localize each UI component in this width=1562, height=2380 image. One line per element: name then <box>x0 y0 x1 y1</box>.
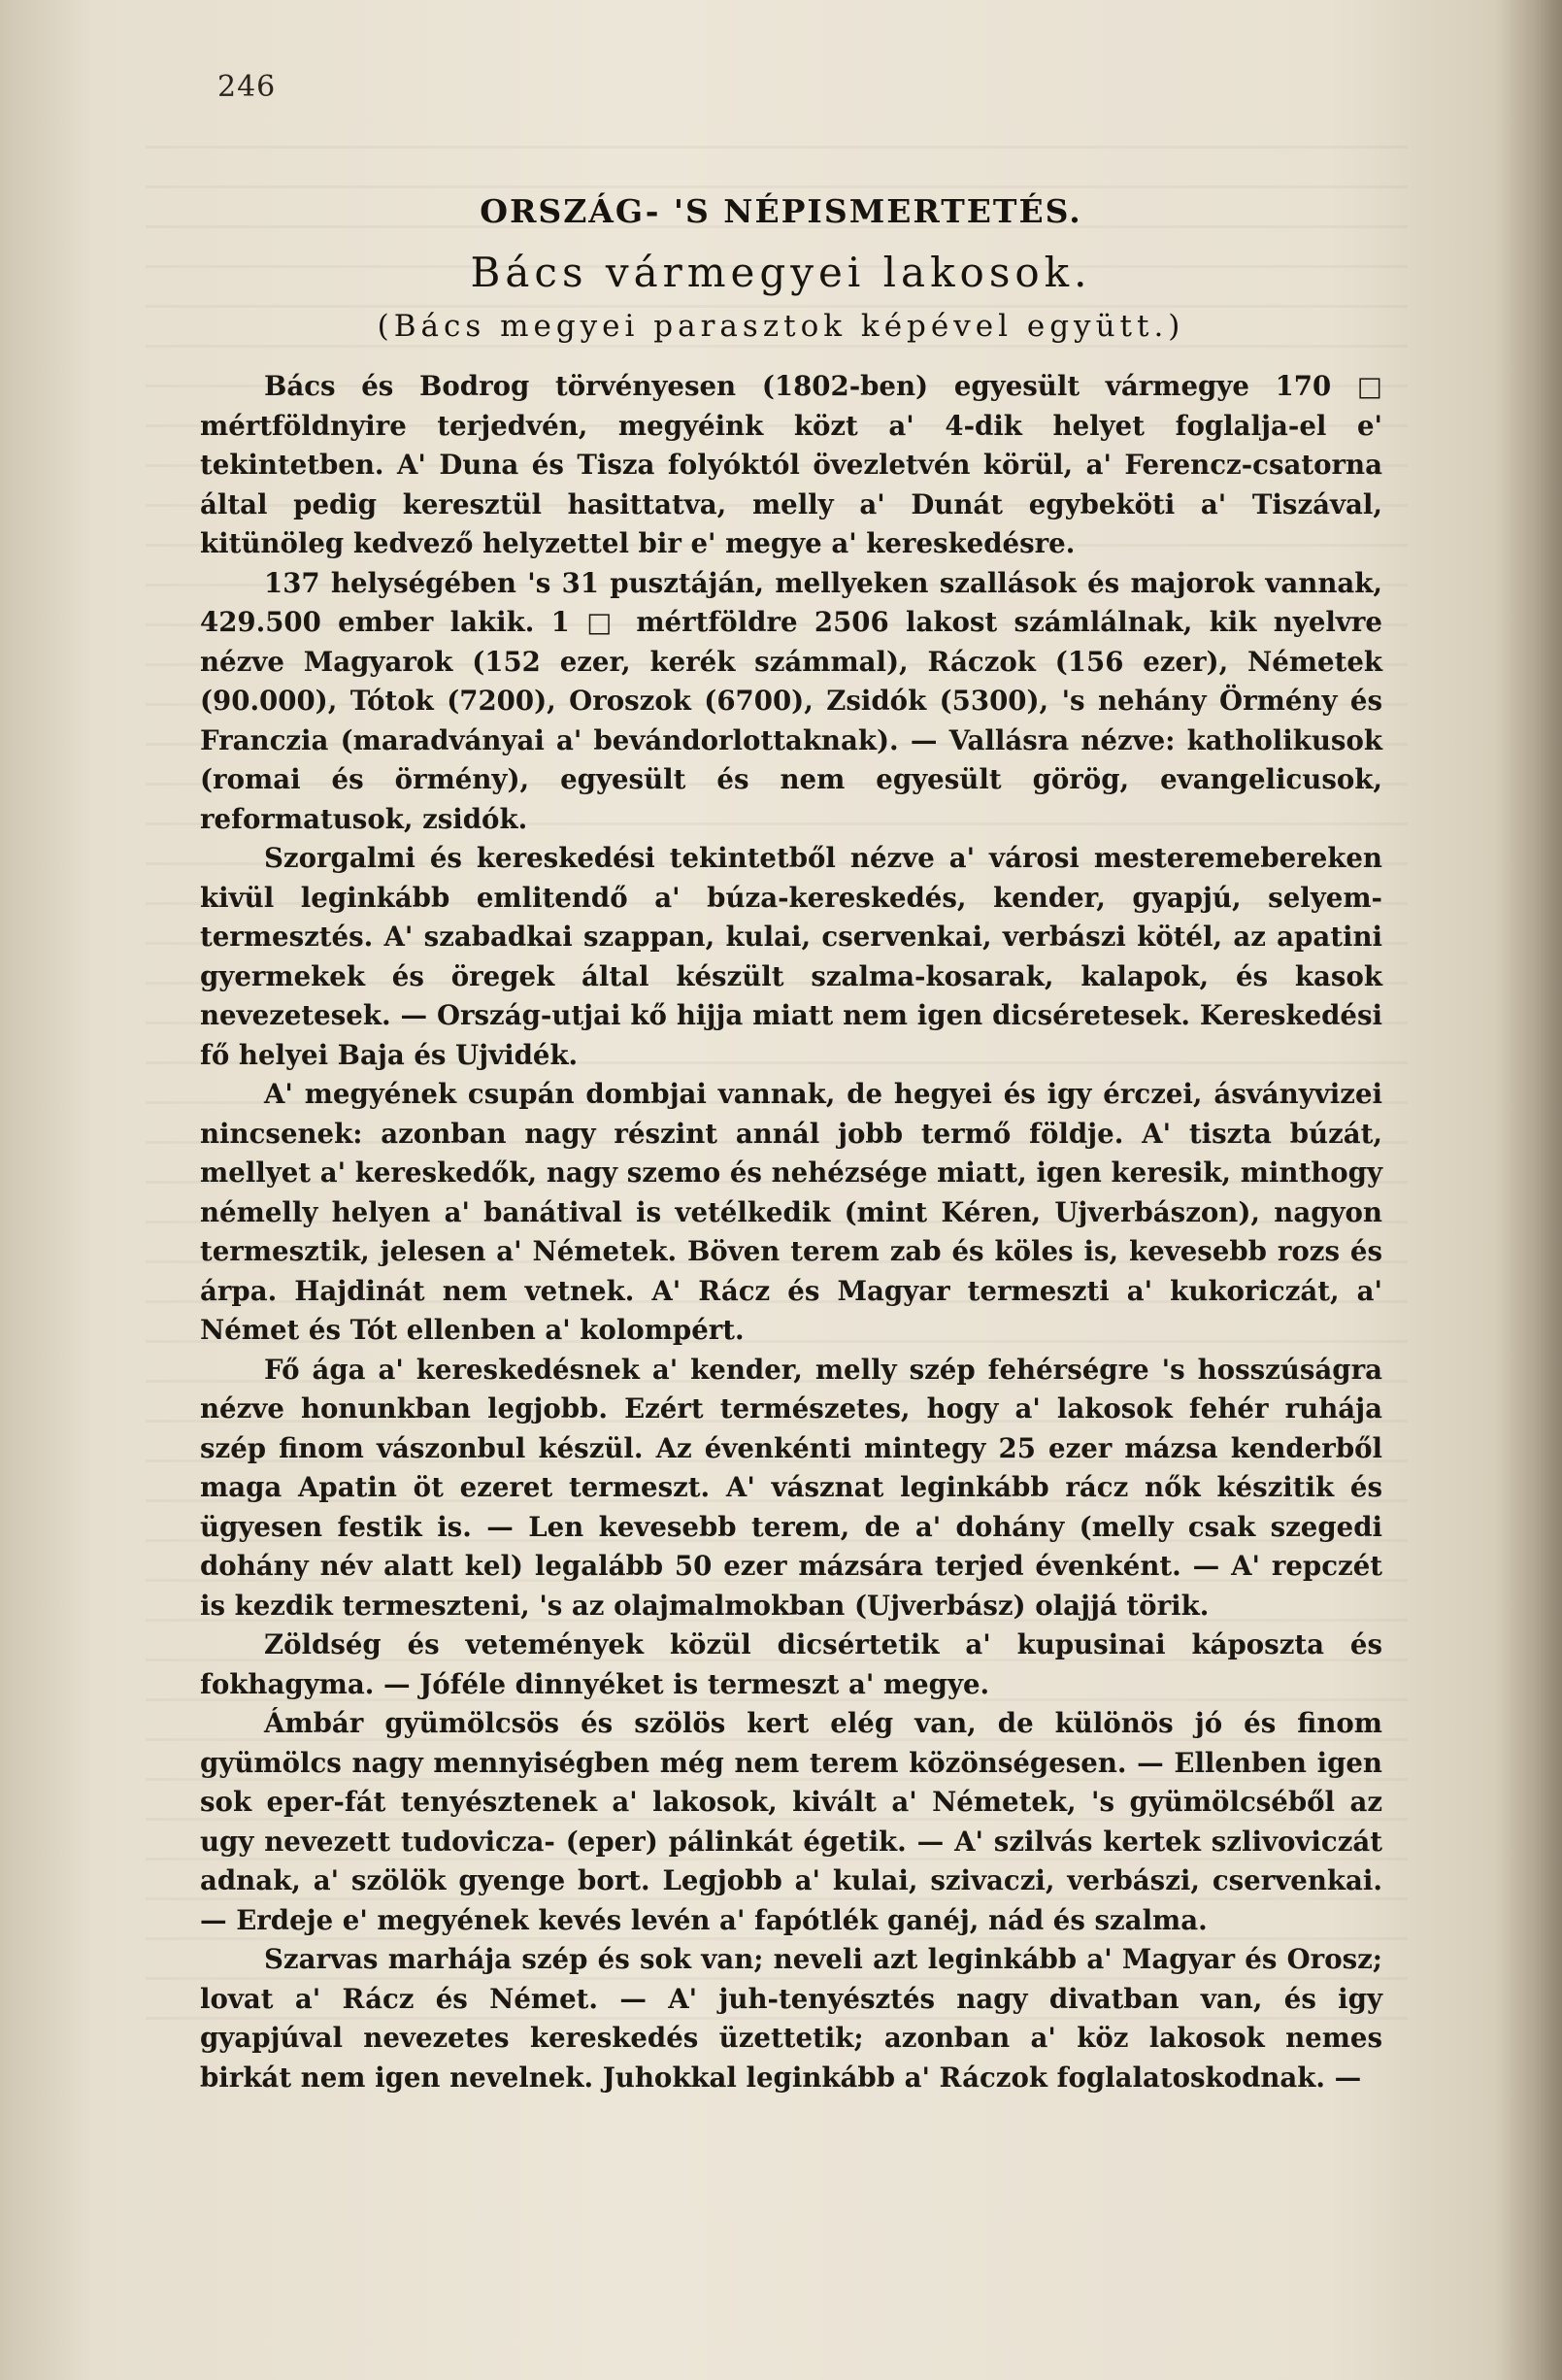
article-caption: (Bács megyei parasztok képével együtt.) <box>377 309 1185 344</box>
paragraph: Fő ága a' kereskedésnek a' kender, melly szép fehérségre 's hosszúságra nézve honunkban legjobb. Ezért természetes, hogy a' lakosok fehér ruhája szép finom vászonbul készül. Az évenkénti mintegy 25 ezer mázsa kenderből maga Apatin öt ezeret termeszt. A' vásznat leginkább rácz nők készitik és ügyesen festik is. — Len kevesebb terem, de a' dohány (melly csak szegedi dohány név alatt kel) legalább 50 ezer mázsára terjed évenként. — A' repczét is kezdik termeszteni, 's az olajmalmokban (Ujverbász) olajjá törik. <box>200 1353 1382 1622</box>
page-number: 246 <box>217 70 277 104</box>
paragraph: Ámbár gyümölcsös és szölös kert elég van, de különös jó és finom gyümölcs nagy mennyiségben még nem terem közönségesen. — Ellenben igen sok eper-fát tenyésztenek a' lakosok, kivált a' Németek, 's gyümölcséből az ugy nevezett tudovicza- (eper) pálinkát égetik. — A' szilvás kertek szlivoviczát adnak, a' szölök gyenge bort. Legjobb a' kulai, szivaczi, verbászi, cservenkai. — Erdeje e' megyének kevés levén a' fapótlék ganéj, nád és szalma. <box>200 1707 1382 1936</box>
article-title: Bács vármegyei lakosok. <box>470 249 1092 296</box>
page-edge-shadow <box>1494 0 1562 2380</box>
paragraph: Bács és Bodrog törvényesen (1802-ben) egyesült vármegye 170 □ mértföldnyire terjedvén, megyéink közt a' 4-dik helyet foglalja-el e' tekintetben. A' Duna és Tisza folyóktól övezletvén körül, a' Ferencz-csatorna által pedig keresztül hasittatva, melly a' Dunát egybeköti a' Tiszával, kitünöleg kedvező helyzettel bir e' megye a' kereskedésre. <box>200 370 1382 559</box>
paragraph: A' megyének csupán dombjai vannak, de hegyei és igy érczei, ásványvizei nincsenek: azonban nagy részint annál jobb termő földje. A' tiszta búzát, mellyet a' kereskedők, nagy szemo és nehézsége miatt, igen keresik, minthogy némelly helyen a' banátival is vetélkedik (mint Kéren, Ujverbászon), nagyon termesztik, jelesen a' Németek. Böven terem zab és köles is, kevesebb rozs és árpa. Hajdinát nem vetnek. A' Rácz és Magyar termeszti a' kukoriczát, a' Német és Tót ellenben a' kolompért. <box>200 1078 1382 1346</box>
paragraph: 137 helységében 's 31 pusztáján, mellyeken szallások és majorok vannak, 429.500 ember lakik. 1 □ mértföldre 2506 lakost számlálnak, kik nyelvre nézve Magyarok (152 ezer, kerék számmal), Ráczok (156 ezer), Németek (90.000), Tótok (7200), Oroszok (6700), Zsidók (5300), 's nehány Örmény és Franczia (maradványai a' bevándorlottaknak). — Vallásra nézve: katholikusok (romai és örmény), egyesült és nem egyesült görög, evangelicusok, reformatusok, zsidók. <box>200 566 1382 835</box>
article-body <box>200 367 1382 2097</box>
paragraph: Szarvas marhája szép és sok van; neveli azt leginkább a' Magyar és Orosz; lovat a' Rácz és Német. — A' juh-tenyésztés nagy divatban van, és igy gyapjúval nevezetes kereskedés üzettetik; azonban a' köz lakosok nemes birkát nem igen nevelnek. Juhokkal leginkább a' Ráczok foglalatoskodnak. — <box>200 1943 1382 2094</box>
section-title: ORSZÁG- 'S NÉPISMERTETÉS. <box>480 192 1082 230</box>
paragraph: Szorgalmi és kereskedési tekintetből nézve a' városi mesteremebereken kivül leginkább emlitendő a' búza-kereskedés, kender, gyapjú, selyem-termesztés. A' szabadkai szappan, kulai, cservenkai, verbászi kötél, az apatini gyermekek és öregek által készült szalma-kosarak, kalapok, és kasok nevezetesek. — Ország-utjai kő hijja miatt nem igen dicséretesek. Kereskedési fő helyei Baja és Ujvidék. <box>200 842 1382 1071</box>
paragraph: Zöldség és vetemények közül dicsértetik a' kupusinai káposzta és fokhagyma. — Jóféle dinnyéket is termeszt a' megye. <box>200 1628 1382 1700</box>
